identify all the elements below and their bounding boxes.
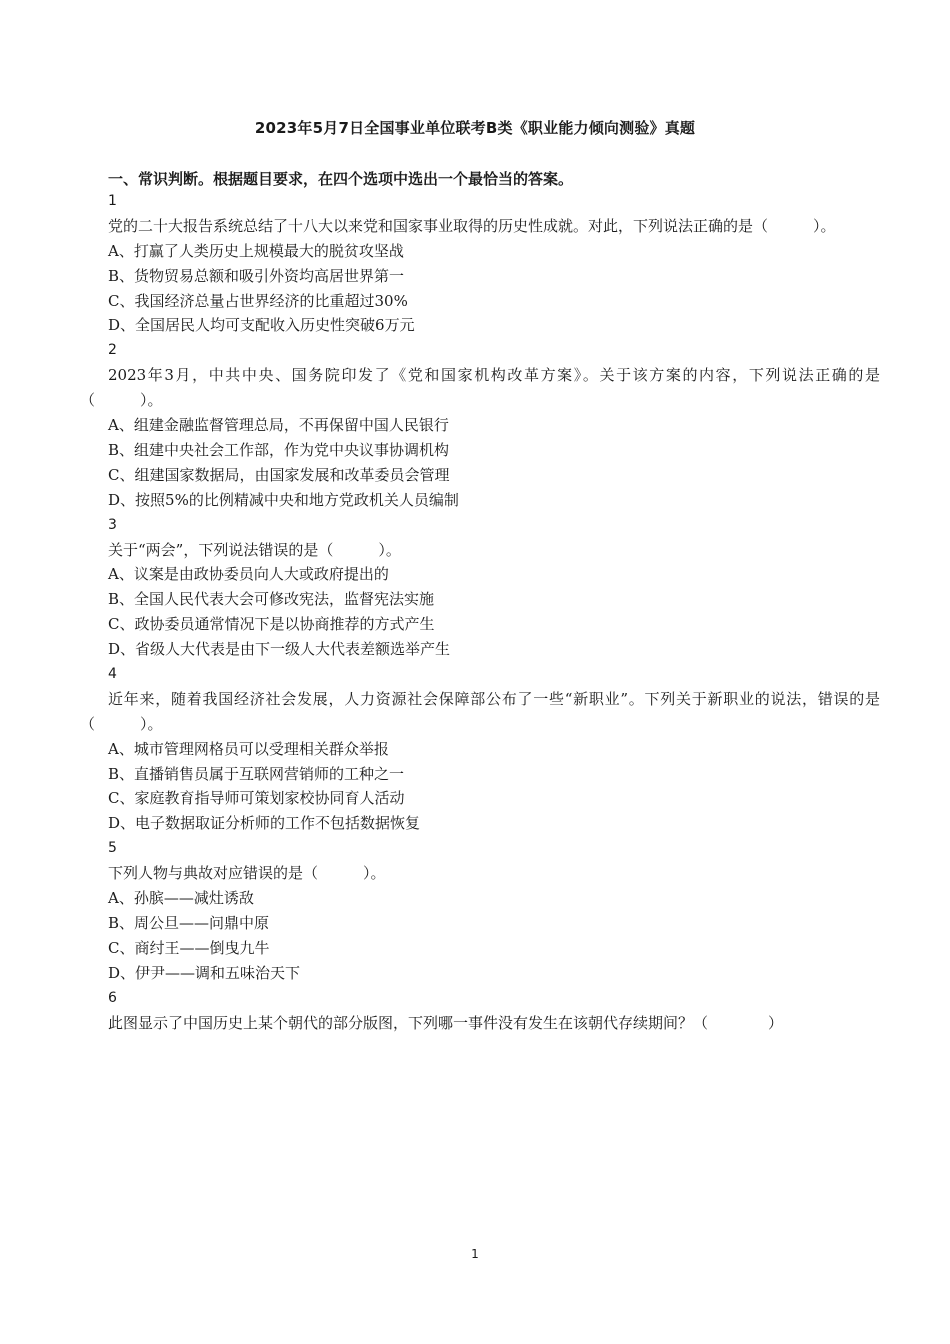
option-d: D、按照5%的比例精减中央和地方党政机关人员编制 xyxy=(108,490,459,509)
option-c: C、组建国家数据局，由国家发展和改革委员会管理 xyxy=(108,465,450,484)
question-number: 4 xyxy=(108,665,117,682)
option-b: B、直播销售员属于互联网营销师的工种之一 xyxy=(108,764,405,783)
option-a: A、议案是由政协委员向人大或政府提出的 xyxy=(108,565,389,584)
option-c: C、商纣王——倒曳九牛 xyxy=(108,938,270,957)
question-number: 1 xyxy=(108,193,117,209)
question-number: 6 xyxy=(108,989,117,1006)
question-stem: 关于“两会”，下列说法错误的是（ ）。 xyxy=(108,540,401,559)
option-c: C、家庭教育指导师可策划家校协同育人活动 xyxy=(108,789,405,808)
option-c: C、我国经济总量占世界经济的比重超过30% xyxy=(108,291,408,310)
question-stem: 下列人物与典故对应错误的是（ ）。 xyxy=(108,864,386,883)
page-number: 1 xyxy=(471,1247,479,1261)
question-number: 5 xyxy=(108,840,117,857)
option-a: A、城市管理网格员可以受理相关群众举报 xyxy=(108,739,389,758)
option-b: B、货物贸易总额和吸引外资均高居世界第一 xyxy=(108,266,405,285)
question-stem: 此图显示了中国历史上某个朝代的部分版图，下列哪一事件没有发生在该朝代存续期间？（ ） xyxy=(108,1013,784,1032)
question-stem: 党的二十大报告系统总结了十八大以来党和国家事业取得的历史性成就。对此，下列说法正确的是（ ）。 xyxy=(108,216,836,235)
option-b: B、组建中央社会工作部，作为党中央议事协调机构 xyxy=(108,440,450,459)
question-number: 3 xyxy=(108,516,117,533)
option-a: A、孙膑——减灶诱敌 xyxy=(108,889,254,908)
question-number: 2 xyxy=(108,342,117,359)
question-stem: 近年来，随着我国经济社会发展，人力资源社会保障部公布了一些“新职业”。下列关于新职业的说法，错误的是（ ）。 xyxy=(80,689,880,733)
question-list xyxy=(80,189,880,1035)
option-b: B、周公旦——问鼎中原 xyxy=(108,913,270,932)
option-a: A、打赢了人类历史上规模最大的脱贫攻坚战 xyxy=(108,241,404,260)
question-stem: 2023年3月，中共中央、国务院印发了《党和国家机构改革方案》。关于该方案的内容，下列说法正确的是（ ）。 xyxy=(80,366,880,410)
document-title: 2023年5月7日全国事业单位联考B类《职业能力倾向测验》真题 xyxy=(254,119,696,137)
option-c: C、政协委员通常情况下是以协商推荐的方式产生 xyxy=(108,615,435,634)
option-d: D、全国居民人均可支配收入历史性突破6万元 xyxy=(108,316,415,335)
section-heading: 一、常识判断。根据题目要求，在四个选项中选出一个最恰当的答案。 xyxy=(108,170,574,188)
option-a: A、组建金融监督管理总局，不再保留中国人民银行 xyxy=(108,416,449,435)
option-b: B、全国人民代表大会可修改宪法，监督宪法实施 xyxy=(108,590,435,609)
option-d: D、省级人大代表是由下一级人大代表差额选举产生 xyxy=(108,640,451,659)
option-d: D、电子数据取证分析师的工作不包括数据恢复 xyxy=(108,814,421,833)
option-d: D、伊尹——调和五味治天下 xyxy=(108,963,301,982)
